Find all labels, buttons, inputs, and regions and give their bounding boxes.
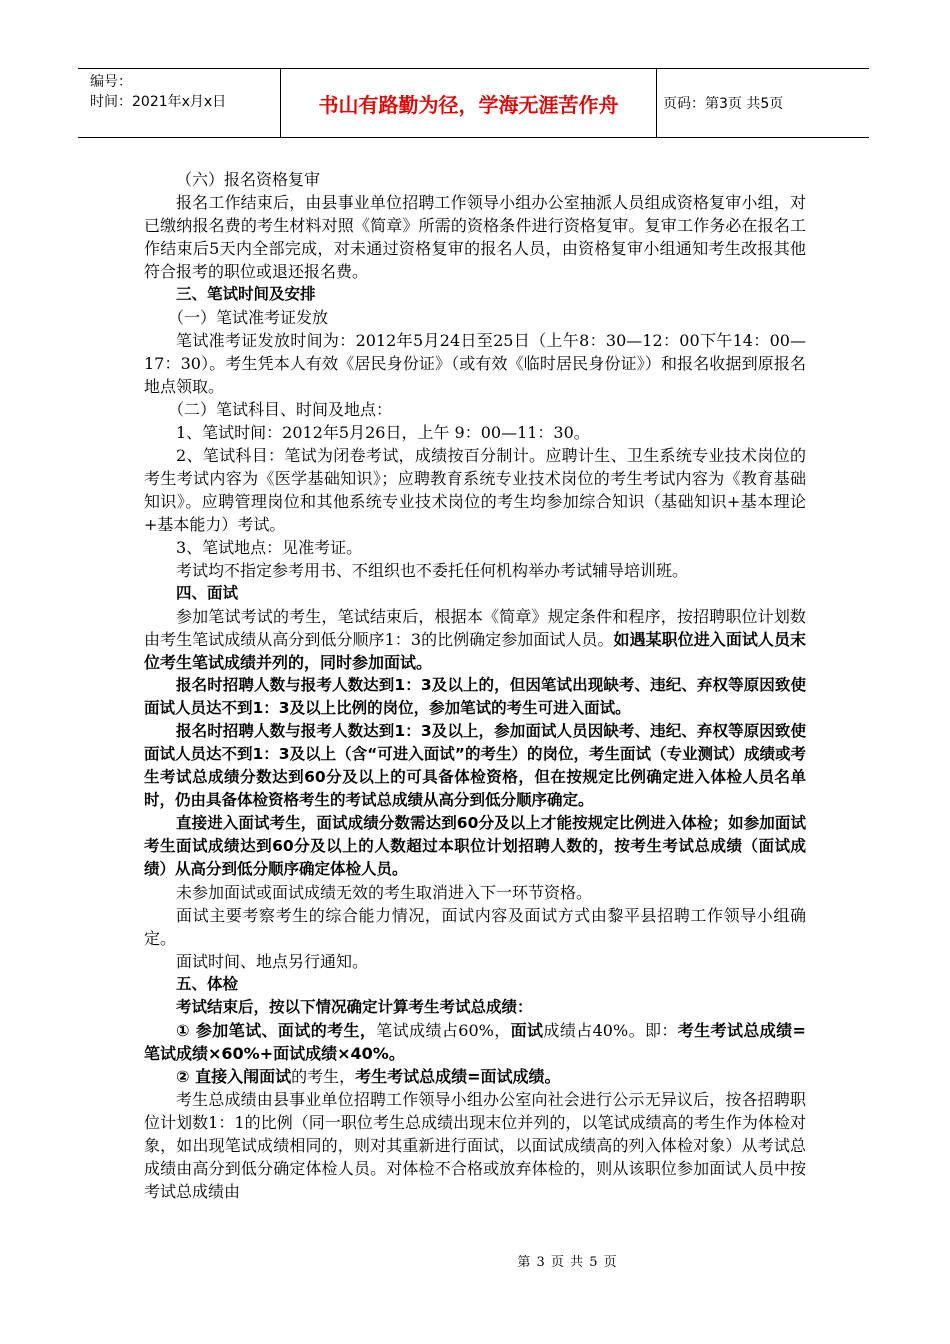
paragraph-text: 的考生，: [291, 1067, 356, 1086]
paragraph-bold-text: 如遇某职位进入面试人员末位考生笔试成绩并列的，同时参加面试。: [144, 630, 806, 672]
paragraph-text: 参加笔试考试的考生，笔试结束后，根据本《简章》规定条件和程序，按招聘职位计划数由考生笔试成绩从高分到低分顺序1：3的比例确定参加面试人员。: [144, 607, 806, 649]
paragraph: 报名工作结束后，由县事业单位招聘工作领导小组办公室抽派人员组成资格复审小组，对已缴纳报名费的考生材料对照《简章》所需的资格条件进行资格复审。复审工作务必在报名工作结束后5天内全部完成，对未通过资格复审的报名人员，由资格复审小组通知考生改报其他符合报考的职位或退还报名费。: [144, 193, 806, 281]
subsection-heading: （一）笔试准考证发放: [168, 308, 329, 327]
paragraph: 3、笔试地点：见准考证。: [176, 538, 363, 557]
document-body: [144, 168, 806, 1203]
page-header: [78, 68, 869, 138]
paragraph-bold-text: 面试: [510, 1021, 544, 1040]
subsection-heading: （二）笔试科目、时间及地点：: [168, 400, 393, 419]
serial-label: 编号：: [90, 74, 132, 90]
paragraph: [144, 605, 806, 674]
paragraph-text: 成绩占40%。即：: [543, 1021, 678, 1040]
header-page-info: 页码：第3页 共5页: [663, 96, 784, 112]
paragraph: 1、笔试时间：2012年5月26日，上午 9：00—11：30。: [176, 423, 590, 442]
paragraph: 直接进入面试考生，面试成绩分数需达到60分及以上才能按规定比例进入体检；如参加面试考生面试成绩达到60分及以上的人数超过本职位计划招聘人数的，按考生考试总成绩（面试成绩）从高分到低分顺序确定体检人员。: [144, 814, 806, 878]
paragraph-text: 笔试成绩占60%，: [376, 1021, 511, 1040]
paragraph: 面试主要考察考生的综合能力情况，面试内容及面试方式由黎平县招聘工作领导小组确定。: [144, 906, 806, 948]
paragraph-bold-text: 考生考试总成绩=笔试成绩×60%+面试成绩×40%。: [144, 1021, 806, 1063]
paragraph-bold-text: ② 直接入闱面试: [176, 1067, 292, 1086]
paragraph: 2、笔试科目：笔试为闭卷考试，成绩按百分制计。应聘计生、卫生系统专业技术岗位的考生考试内容为《医学基础知识》；应聘教育系统专业技术岗位的考生考试内容为《教育基础知识》。应聘管理岗位和其他系统专业技术岗位的考生均参加综合知识（基础知识+基本理论+基本能力）考试。: [144, 446, 806, 534]
paragraph: 报名时招聘人数与报考人数达到1：3及以上，参加面试人员因缺考、违纪、弃权等原因致使面试人员达不到1：3及以上（含“可进入面试”的考生）的岗位，考生面试（专业测试）成绩或考生考试总成绩分数达到60分及以上的可具备体检资格，但在按规定比例确定进入体检人员名单时，仍由具备体检资格考生的考试总成绩从高分到低分顺序确定。: [144, 722, 806, 809]
paragraph: 面试时间、地点另行通知。: [176, 952, 369, 971]
paragraph: [144, 1019, 806, 1065]
paragraph: 考试结束后，按以下情况确定计算考生考试总成绩：: [176, 998, 533, 1016]
section-heading: 三、笔试时间及安排: [176, 285, 316, 303]
paragraph: （六）报名资格复审: [176, 170, 321, 189]
paragraph-bold-text: ① 参加笔试、面试的考生，: [176, 1021, 377, 1040]
paragraph: 报名时招聘人数与报考人数达到1：3及以上的，但因笔试出现缺考、违纪、弃权等原因致使面试人员达不到1：3及以上比例的岗位，参加笔试的考生可进入面试。: [144, 676, 806, 717]
section-heading: 五、体检: [176, 975, 239, 993]
paragraph: 笔试准考证发放时间为：2012年5月24日至25日（上午8：30—12：00下午14：00—17：30）。考生凭本人有效《居民身份证》（或有效《临时居民身份证》）和报名收据到原报名地点领取。: [144, 331, 806, 396]
paragraph-bold-text: 考生考试总成绩=面试成绩。: [355, 1067, 561, 1086]
paragraph: 未参加面试或面试成绩无效的考生取消进入下一环节资格。: [176, 883, 593, 902]
paragraph: 考生总成绩由县事业单位招聘工作领导小组办公室向社会进行公示无异议后，按各招聘职位计划数1：1的比例（同一职位考生总成绩出现末位并列的，以笔试成绩高的考生作为体检对象，如出现笔试成绩相同的，则对其重新进行面试，以面试成绩高的列入体检对象）从考试总成绩由高分到低分确定体检人员。对体检不合格或放弃体检的，则从该职位参加面试人员中按考试总成绩由: [144, 1090, 806, 1201]
header-motto: 书山有路勤为径，学海无涯苦作舟: [281, 69, 657, 137]
header-meta: [78, 69, 281, 137]
paragraph: [144, 1065, 806, 1088]
page-footer: 第 3 页 共 5 页: [517, 1255, 618, 1270]
section-heading: 四、面试: [176, 584, 239, 602]
time-label: 时间：2021年x月x日: [90, 94, 227, 110]
paragraph: 考试均不指定参考用书、不组织也不委托任何机构举办考试辅导培训班。: [176, 561, 689, 580]
